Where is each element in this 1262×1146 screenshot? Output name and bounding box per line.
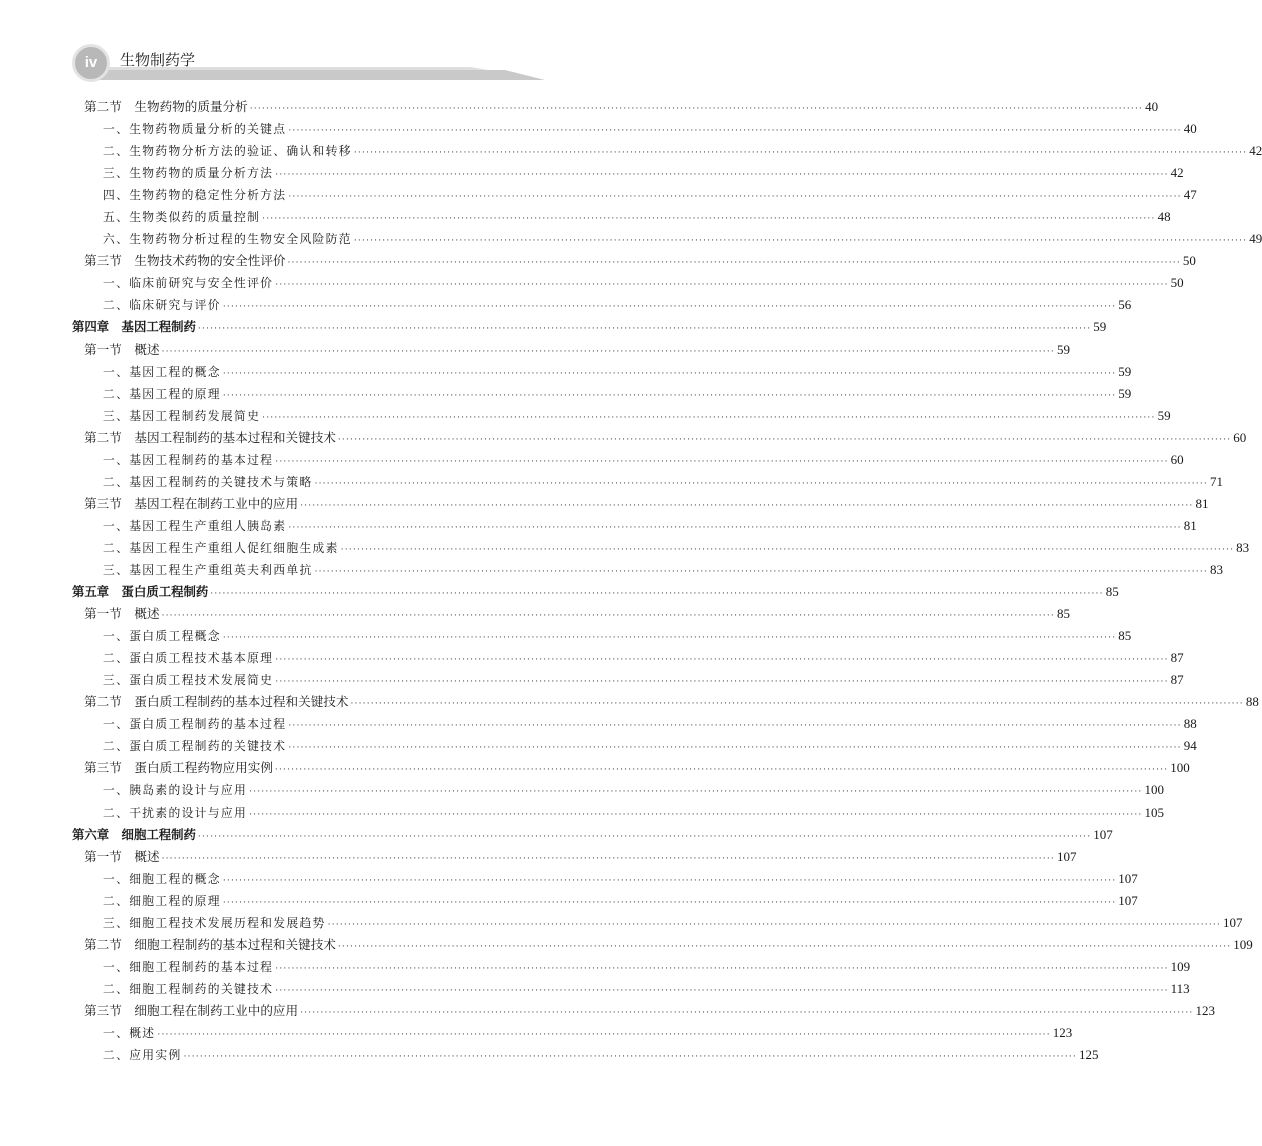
toc-entry-page: 94: [1183, 738, 1197, 754]
running-head-title: 生物制药学: [120, 51, 196, 69]
toc-entry-title: 三、蛋白质工程技术发展简史: [103, 673, 274, 688]
toc-entry[interactable]: [72, 140, 1262, 162]
toc-entry[interactable]: [72, 603, 1070, 625]
toc-entry-page: 85: [1105, 584, 1119, 600]
toc-entry-title: 二、基因工程制药的关键技术与策略: [103, 474, 313, 489]
toc-entry[interactable]: [72, 559, 1223, 581]
dot-leader: ····························································································································································································································: [353, 148, 1248, 159]
toc-entry-page: 123: [1052, 1024, 1073, 1040]
toc-entry-page: 60: [1233, 429, 1247, 445]
dot-leader: ····························································································································································································································: [275, 655, 1169, 666]
dot-leader: ····························································································································································································································: [249, 104, 1144, 114]
toc-entry-title: 一、基因工程的概念: [103, 364, 221, 379]
toc-entry-title: 一、概述: [103, 1025, 156, 1040]
toc-entry-page: 81: [1183, 517, 1197, 533]
dot-leader: ····························································································································································································································: [314, 478, 1208, 489]
toc-entry[interactable]: [72, 471, 1223, 493]
toc-entry[interactable]: [72, 405, 1171, 427]
toc-entry-title: 二、基因工程生产重组人促红细胞生成素: [103, 540, 339, 555]
dot-leader: ····························································································································································································································: [222, 633, 1117, 644]
toc-entry-page: 56: [1118, 297, 1132, 313]
toc-entry-title: 六、生物药物分析过程的生物安全风险防范: [103, 232, 352, 247]
toc-entry[interactable]: [72, 361, 1132, 383]
toc-entry[interactable]: [72, 250, 1196, 272]
toc-entry-title: 第三节 基因工程在制药工业中的应用: [84, 495, 299, 511]
page-header: [0, 0, 800, 90]
toc-entry-page: 123: [1195, 1002, 1215, 1018]
toc-entry-title: 二、生物药物分析方法的验证、确认和转移: [103, 144, 352, 159]
toc-entry-title: 一、临床前研究与安全性评价: [103, 276, 274, 291]
toc-entry-title: 一、基因工程制药的基本过程: [103, 452, 274, 467]
toc-entry-title: 第二节 蛋白质工程制药的基本过程和关键技术: [84, 694, 349, 710]
dot-leader: ····························································································································································································································: [275, 963, 1169, 974]
toc-entry-title: 二、应用实例: [103, 1048, 182, 1063]
toc-entry-title: 三、细胞工程技术发展历程和发展趋势: [103, 915, 326, 930]
dot-leader: ····························································································································································································································: [300, 500, 1194, 511]
toc-entry-title: 二、蛋白质工程技术基本原理: [103, 651, 274, 666]
toc-entry-title: 一、基因工程生产重组人胰岛素: [103, 518, 287, 533]
toc-entry[interactable]: [72, 96, 1159, 118]
dot-leader: ····························································································································································································································: [340, 544, 1235, 555]
toc-entry-page: 107: [1093, 826, 1113, 842]
toc-entry-title: 二、干扰素的设计与应用: [103, 805, 248, 820]
toc-entry-title: 二、基因工程的原理: [103, 386, 221, 401]
dot-leader: ····························································································································································································································: [161, 853, 1055, 864]
toc-entry-page: 85: [1056, 606, 1070, 622]
dot-leader: ····························································································································································································································: [350, 699, 1244, 710]
toc-entry-page: 88: [1245, 694, 1259, 710]
dot-leader: ····························································································································································································································: [157, 1029, 1051, 1040]
toc-entry[interactable]: [72, 184, 1197, 206]
dot-leader: ····························································································································································································································: [337, 434, 1232, 445]
toc-entry-title: 第二节 细胞工程制药的基本过程和关键技术: [84, 936, 336, 952]
dot-leader: ····························································································································································································································: [288, 522, 1182, 533]
dot-leader: ····························································································································································································································: [288, 126, 1182, 137]
toc-entry-title: 二、细胞工程的原理: [103, 893, 221, 908]
dot-leader: ····························································································································································································································: [222, 368, 1117, 379]
dot-leader: ····························································································································································································································: [287, 258, 1181, 269]
toc-entry-page: 81: [1195, 495, 1209, 511]
toc-entry-page: 49: [1249, 231, 1262, 247]
toc-entry-title: 一、细胞工程制药的基本过程: [103, 959, 274, 974]
toc-entry-title: 一、蛋白质工程制药的基本过程: [103, 717, 287, 732]
toc-entry[interactable]: [72, 757, 1190, 779]
toc-entry[interactable]: [72, 316, 1107, 338]
toc-entry-page: 40: [1145, 99, 1159, 114]
toc-entry-page: 87: [1170, 672, 1184, 688]
toc-entry-page: 87: [1170, 650, 1184, 666]
toc-entry-page: 59: [1118, 363, 1132, 379]
toc-entry-title: 第二节 基因工程制药的基本过程和关键技术: [84, 429, 336, 445]
dot-leader: ····························································································································································································································: [197, 831, 1092, 842]
toc-entry[interactable]: [72, 934, 1253, 956]
toc-entry[interactable]: [72, 713, 1197, 735]
toc-entry-page: 60: [1170, 451, 1184, 467]
toc-entry[interactable]: [72, 427, 1247, 449]
dot-leader: ····························································································································································································································: [314, 566, 1208, 577]
toc-entry[interactable]: [72, 493, 1209, 515]
dot-leader: ····························································································································································································································: [337, 941, 1232, 952]
toc-entry[interactable]: [72, 912, 1243, 934]
toc-entry[interactable]: [72, 956, 1191, 978]
dot-leader: ····························································································································································································································: [327, 919, 1222, 930]
toc-entry-page: 59: [1093, 319, 1107, 335]
toc-entry-page: 40: [1183, 121, 1197, 137]
dot-leader: ····························································································································································································································: [275, 280, 1169, 291]
dot-leader: ····························································································································································································································: [161, 611, 1055, 622]
toc-entry-page: 109: [1233, 936, 1253, 952]
toc-entry-page: 107: [1118, 870, 1138, 886]
toc-entry-title: 第三节 生物技术药物的安全性评价: [84, 253, 286, 269]
toc-entry-title: 第一节 概述: [84, 848, 160, 864]
toc-entry-title: 三、基因工程生产重组英夫利西单抗: [103, 562, 313, 577]
header-decoration: [0, 0, 800, 90]
dot-leader: ····························································································································································································································: [275, 677, 1169, 688]
toc-entry[interactable]: [72, 581, 1119, 603]
toc-entry-title: 第四章 基因工程制药: [72, 319, 196, 335]
toc-entry[interactable]: [72, 735, 1197, 757]
dot-leader: ····························································································································································································································: [262, 214, 1156, 225]
toc-entry-page: 50: [1182, 253, 1196, 269]
toc-entry-title: 三、生物药物的质量分析方法: [103, 166, 274, 181]
dot-leader: ····························································································································································································································: [183, 1052, 1077, 1063]
dot-leader: ····························································································································································································································: [222, 897, 1117, 908]
toc-entry-page: 47: [1183, 187, 1197, 203]
toc-entry-title: 二、细胞工程制药的关键技术: [103, 981, 274, 996]
toc-entry-title: 第五章 蛋白质工程制药: [72, 584, 209, 600]
toc-entry-title: 第一节 概述: [84, 606, 160, 622]
toc-entry-title: 一、生物药物质量分析的关键点: [103, 122, 287, 137]
toc-entry[interactable]: [72, 779, 1164, 801]
toc-entry-title: 二、蛋白质工程制药的关键技术: [103, 739, 287, 754]
toc-entry-page: 88: [1183, 716, 1197, 732]
toc-entry-page: 42: [1170, 165, 1184, 181]
toc-entry-title: 第一节 概述: [84, 341, 160, 357]
dot-leader: ····························································································································································································································: [288, 192, 1182, 203]
toc-entry[interactable]: [72, 1000, 1215, 1022]
dot-leader: ····························································································································································································································: [288, 721, 1182, 732]
toc-entry-title: 第二节 生物药物的质量分析: [84, 99, 248, 114]
toc-entry[interactable]: [72, 1044, 1099, 1066]
toc-entry-page: 71: [1209, 473, 1223, 489]
toc-entry[interactable]: [72, 691, 1259, 713]
dot-leader: ····························································································································································································································: [197, 324, 1092, 335]
toc-entry-page: 125: [1078, 1047, 1099, 1063]
toc-entry-page: 83: [1236, 539, 1250, 555]
toc-entry-page: 105: [1144, 804, 1164, 820]
dot-leader: ····························································································································································································································: [222, 875, 1117, 886]
dot-leader: ····························································································································································································································: [353, 236, 1248, 247]
toc-entry-title: 三、基因工程制药发展简史: [103, 408, 261, 423]
toc-entry-page: 42: [1249, 143, 1262, 159]
toc-entry[interactable]: [72, 206, 1171, 228]
toc-entry[interactable]: [72, 625, 1132, 647]
dot-leader: ····························································································································································································································: [275, 170, 1169, 181]
toc-entry-page: 48: [1157, 209, 1171, 225]
toc-entry-page: 59: [1056, 341, 1070, 357]
toc-entry-page: 107: [1056, 848, 1077, 864]
toc-entry-page: 107: [1118, 892, 1138, 908]
toc-entry-title: 一、胰岛素的设计与应用: [103, 783, 248, 798]
toc-entry-page: 50: [1170, 275, 1184, 291]
dot-leader: ····························································································································································································································: [161, 346, 1055, 357]
toc-entry[interactable]: [72, 294, 1132, 316]
dot-leader: ····························································································································································································································: [275, 985, 1169, 996]
toc-entry[interactable]: [72, 978, 1190, 1000]
toc-entry-title: 二、临床研究与评价: [103, 298, 221, 313]
toc-entry-title: 一、蛋白质工程概念: [103, 629, 221, 644]
toc-entry[interactable]: [72, 1022, 1073, 1044]
toc-entry[interactable]: [72, 118, 1197, 140]
toc-entry-title: 一、细胞工程的概念: [103, 871, 221, 886]
dot-leader: ····························································································································································································································: [262, 412, 1156, 423]
table-of-contents: [72, 96, 1262, 1066]
toc-entry-page: 109: [1170, 958, 1191, 974]
toc-entry[interactable]: [72, 846, 1077, 868]
toc-entry[interactable]: [72, 537, 1250, 559]
toc-entry[interactable]: [72, 824, 1113, 846]
toc-entry-title: 四、生物药物的稳定性分析方法: [103, 188, 287, 203]
dot-leader: ····························································································································································································································: [210, 589, 1104, 600]
toc-entry[interactable]: [72, 802, 1164, 824]
dot-leader: ····························································································································································································································: [300, 1007, 1194, 1018]
toc-entry-page: 100: [1144, 782, 1164, 798]
toc-entry[interactable]: [72, 383, 1132, 405]
dot-leader: ····························································································································································································································: [275, 456, 1169, 467]
toc-entry[interactable]: [72, 228, 1262, 250]
dot-leader: ····························································································································································································································: [249, 809, 1143, 820]
toc-entry[interactable]: [72, 162, 1184, 184]
toc-entry[interactable]: [72, 515, 1197, 537]
toc-entry-page: 85: [1118, 628, 1132, 644]
toc-entry[interactable]: [72, 669, 1184, 691]
toc-entry-page: 107: [1223, 914, 1243, 930]
toc-entry[interactable]: [72, 890, 1138, 912]
toc-entry[interactable]: [72, 868, 1138, 890]
dot-leader: ····························································································································································································································: [222, 390, 1117, 401]
toc-entry[interactable]: [72, 272, 1184, 294]
page-number-badge: iv: [72, 44, 110, 82]
header-bar: [92, 70, 545, 80]
toc-entry[interactable]: [72, 449, 1184, 471]
toc-entry-title: 第三节 蛋白质工程药物应用实例: [84, 760, 273, 776]
toc-entry-page: 113: [1170, 980, 1190, 996]
toc-entry-title: 第三节 细胞工程在制药工业中的应用: [84, 1002, 299, 1018]
dot-leader: ····························································································································································································································: [288, 743, 1182, 754]
toc-entry-page: 59: [1157, 407, 1171, 423]
toc-entry-page: 59: [1118, 385, 1132, 401]
dot-leader: ····························································································································································································································: [249, 787, 1143, 798]
toc-entry-page: 83: [1209, 561, 1223, 577]
toc-entry[interactable]: [72, 647, 1184, 669]
dot-leader: ····························································································································································································································: [274, 765, 1169, 776]
toc-entry-title: 五、生物类似药的质量控制: [103, 210, 261, 225]
toc-entry-page: 100: [1170, 760, 1190, 776]
toc-entry[interactable]: [72, 339, 1070, 361]
toc-entry-title: 第六章 细胞工程制药: [72, 826, 196, 842]
dot-leader: ····························································································································································································································: [222, 302, 1117, 313]
